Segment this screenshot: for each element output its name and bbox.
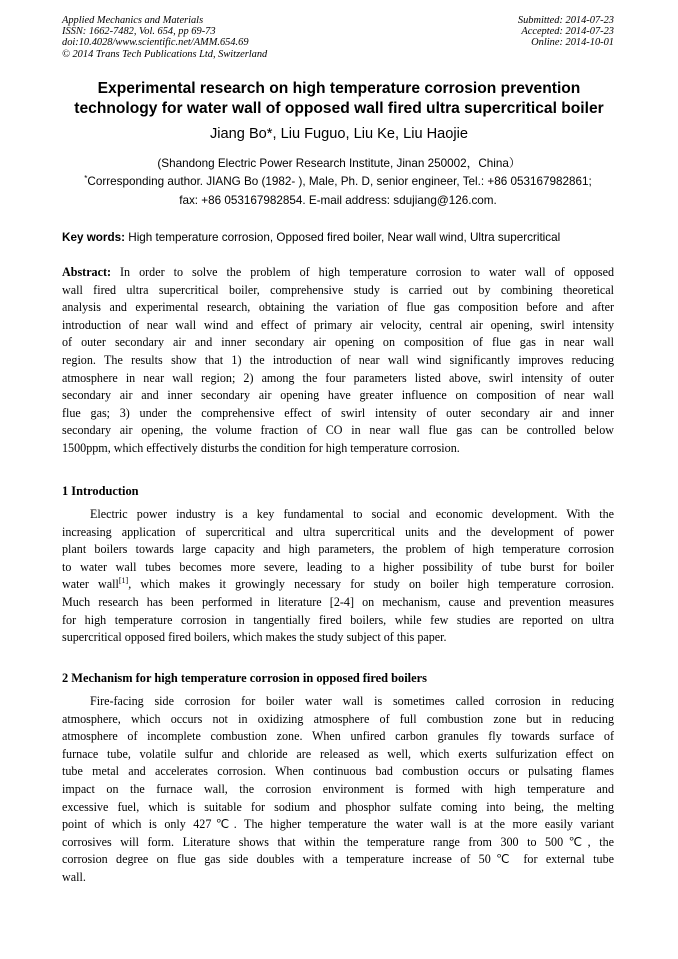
corresponding-text-1: Corresponding author. JIANG Bo (1982- ), Male, Ph. D, senior engineer, Tel.: +86 053167982861; (87, 175, 592, 188)
abstract (62, 264, 614, 458)
author-list: Jiang Bo*, Liu Fuguo, Liu Ke, Liu Haojie (210, 126, 468, 142)
section-1-body (62, 506, 614, 647)
citation-ref: [1] (118, 576, 129, 586)
abstract-line: of outer secondary air and inner secondary air opening on composition of flue gas in near wall (62, 335, 614, 350)
corresponding-author-note (62, 173, 614, 210)
dates-header (518, 15, 614, 49)
abstract-line: secondary air opening, the volume fraction of CO in near wall flue gas can be controlled below (62, 423, 614, 438)
body-line: wall. (62, 869, 86, 884)
issn-line: ISSN: 1662-7482, Vol. 654, pp 69-73 (62, 26, 216, 38)
body-line: Electric power industry is a key fundamental to social and economic development. With the (90, 507, 614, 521)
section-1-heading: 1 Introduction (62, 484, 139, 498)
body-line: impact on the furnace wall, the corrosion environment is formed with high temperature and (62, 781, 614, 796)
doi-line: doi:10.4028/www.scientific.net/AMM.654.69 (62, 37, 249, 49)
section-2-heading: 2 Mechanism for high temperature corrosion in opposed fired boilers (62, 671, 427, 685)
abstract-line: introduction of near wall wind and effect of primary air velocity, central air opening, swirl intensity (62, 317, 614, 332)
affiliation: (Shandong Electric Power Research Institute, Jinan 250002，China） (157, 157, 521, 170)
body-line: corrosion degree on flue gas side doubles with a temperature increase of 50℃ for external tube (62, 852, 614, 867)
journal-name: Applied Mechanics and Materials (62, 15, 204, 26)
title-line-1: Experimental research on high temperature corrosion prevention (97, 80, 581, 97)
section-2-body (62, 693, 614, 887)
abstract-line: wall fired ultra supercritical boiler, comprehensive study is carried out by combining theoretical (62, 282, 614, 297)
asterisk-mark: * (84, 174, 88, 183)
body-line: to water wall tubes becomes more severe, leading to a higher possibility of tube burst for boiler (62, 559, 614, 574)
abstract-line: 1500ppm, which effectively disturbs the condition for high temperature corrosion. (62, 440, 460, 455)
abstract-line: analysis and experimental research, obtaining the variation of flue gas composition before and after (62, 300, 614, 315)
body-line: corrosives will form. Literature shows that within the temperature range from 300 to 500℃, the (62, 834, 614, 849)
abstract-line: atmosphere in near wall region; 2) among the four parameters listed above, swirl intensity of outer (62, 370, 614, 385)
body-line: atmosphere of incomplete combustion zone. When unfired carbon granules fly towards surface of (62, 729, 614, 744)
keywords-label: Key words: (62, 231, 125, 244)
corresponding-line-2: fax: +86 053167982854. E-mail address: sdujiang@126.com. (179, 193, 497, 207)
body-line: water wall[1], which makes it growingly necessary for study on boiler high temperature corrosion. (62, 576, 614, 592)
paper-title (40, 79, 638, 119)
body-line: tube metal and accelerates corrosion. When continuous bad combustion occurs or pulsating flames (62, 764, 614, 779)
title-line-2: technology for water wall of opposed wall fired ultra supercritical boiler (74, 100, 604, 117)
body-line: Fire-facing side corrosion for boiler water wall is sometimes called corrosion in reducing (90, 694, 614, 708)
corresponding-line-1 (62, 173, 614, 192)
abstract-line: flue gas; 3) under the comprehensive effect of swirl intensity of outer secondary air and inner (62, 405, 614, 420)
keywords (62, 230, 622, 246)
body-line: furnace tube, volatile sulfur and chloride are released as well, which exerts sulfurization effect on (62, 746, 614, 761)
abstract-line: secondary air and inner secondary air opening have greater influence on composition of near wall (62, 388, 614, 403)
body-line: for high temperature corrosion in tangentially fired boilers, while few studies are reported on ultra (62, 612, 614, 627)
body-line: point of which is only 427℃. The higher temperature the water wall is at the more easily variant (62, 817, 614, 832)
body-line: atmosphere, which occurs not in oxidizing atmosphere of full combustion zone but in reducing (62, 711, 614, 726)
copyright-line: © 2014 Trans Tech Publications Ltd, Switzerland (62, 48, 268, 60)
abstract-line: region. The results show that 1) the introduction of near wall wind significantly improves reducing (62, 352, 614, 367)
body-line: excessive fuel, which is suitable for sodium and phosphor sulfate coming into being, the melting (62, 799, 614, 814)
journal-header (62, 15, 267, 60)
submitted-date: Submitted: 2014-07-23 (517, 15, 614, 26)
abstract-line: Abstract: In order to solve the problem of high temperature corrosion to water wall of opposed (62, 265, 614, 279)
accepted-date: Accepted: 2014-07-23 (521, 26, 614, 38)
keywords-text: High temperature corrosion, Opposed fired boiler, Near wall wind, Ultra supercritical (125, 231, 561, 244)
body-line: Much research has been performed in literature [2-4] on mechanism, cause and prevention measures (62, 594, 614, 609)
body-line: increasing application of supercritical and ultra supercritical units and the development of power (62, 524, 614, 539)
abstract-label: Abstract: (62, 265, 112, 279)
body-line: plant boilers towards large capacity and high parameters, the problem of high temperature corrosion (62, 542, 614, 557)
online-date: Online: 2014-10-01 (531, 37, 614, 49)
body-line: supercritical opposed fired boilers, which makes the study subject of this paper. (62, 630, 447, 645)
